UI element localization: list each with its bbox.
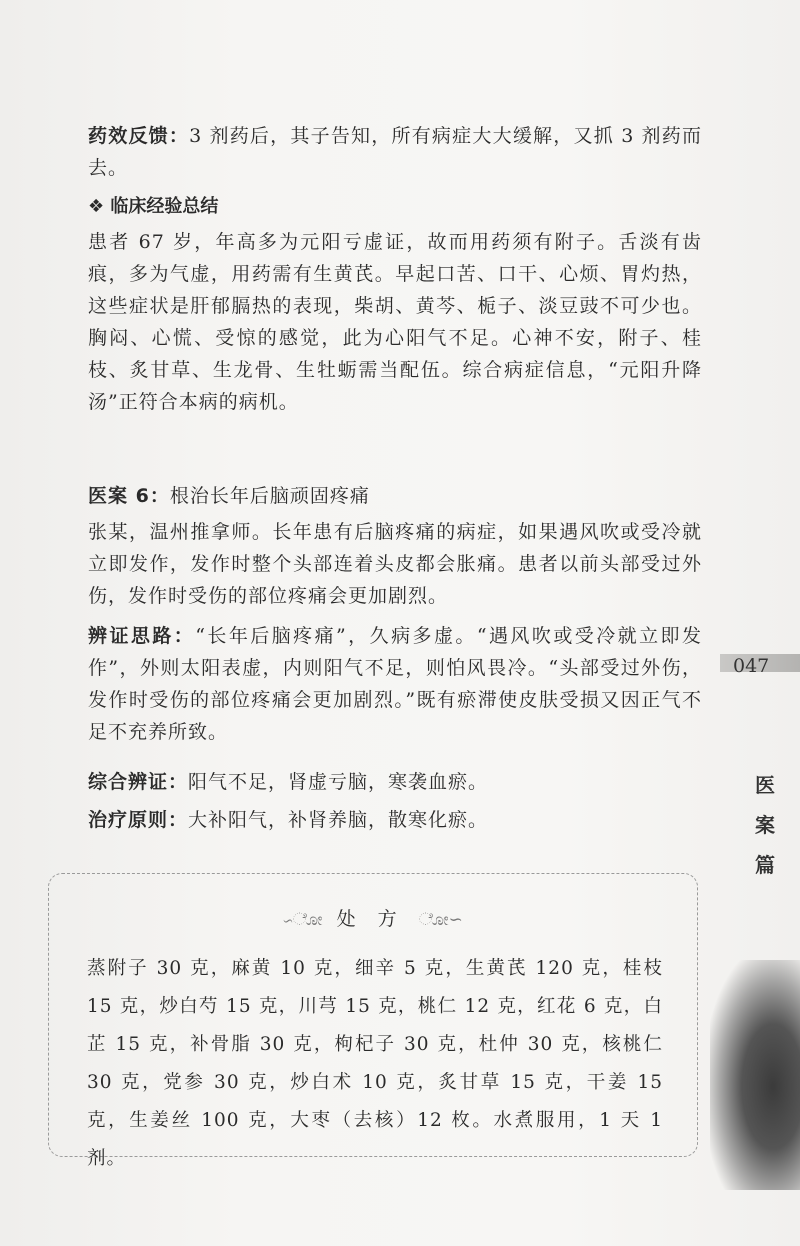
case-label: 医案 6： <box>88 485 170 507</box>
case-title: 根治长年后脑顽固疼痛 <box>169 485 370 507</box>
prescription-text: 蒸附子 30 克，麻黄 10 克，细辛 5 克，生黄芪 120 克，桂枝 15 克，炒白芍 15 克，川芎 15 克，桃仁 12 克，红花 6 克，白芷 15 克，补骨脂 30 克，枸杞子 30 克，杜仲 30 克，核桃仁 30 克，党参 30 克，炒白术 10 克，炙甘草 15 克，干姜 15 克，生姜丝 100 克，大枣（去核）12 枚。水煮服用，1 天 1 剂。 <box>87 958 663 1169</box>
analysis-paragraph <box>88 620 702 748</box>
summary-paragraph: 患者 67 岁，年高多为元阳亏虚证，故而用药须有附子。舌淡有齿痕，多为气虚，用药需有生黄芪。早起口苦、口干、心烦、胃灼热，这些症状是肝郁膈热的表现，柴胡、黄芩、栀子、淡豆豉不可少也。胸闷、心慌、受惊的感觉，此为心阳气不足。心神不安，附子、桂枝、炙甘草、生龙骨、生牡蛎需当配伍。综合病症信息，“元阳升降汤”正符合本病的病机。 <box>88 231 702 413</box>
diagnosis-text: 阳气不足，肾虚亏脑，寒袭血瘀。 <box>188 771 489 793</box>
principle-line <box>88 804 702 836</box>
ornament-right-icon: ೋ∽ <box>418 910 463 930</box>
case-heading <box>88 480 702 512</box>
principle-label: 治疗原则： <box>88 809 189 831</box>
diagnosis-line <box>88 766 702 798</box>
page-number: 047 <box>733 655 770 677</box>
analysis-label: 辨证思路： <box>88 625 196 647</box>
efficacy-feedback <box>88 120 702 184</box>
ornament-left-icon: ∽ೋ <box>283 910 323 930</box>
prescription-box <box>48 873 698 1169</box>
analysis-text: “长年后脑疼痛”，久病多虚。“遇风吹或受冷就立即发作”，外则太阳表虚，内则阳气不足，则怕风畏冷。“头部受过外伤，发作时受伤的部位疼痛会更加剧烈。”既有瘀滞使皮肤受损又因正气不足不充养所致。 <box>88 625 702 743</box>
prescription-title: 处 方 <box>336 908 405 930</box>
efficacy-text: 3 剂药后，其子告知，所有病症大大缓解，又抓 3 剂药而去。 <box>88 125 702 179</box>
summary-heading: ❖ 临床经验总结 <box>88 196 219 217</box>
principle-text: 大补阳气，补肾养脑，散寒化瘀。 <box>188 809 489 831</box>
prescription-title-row <box>49 904 697 931</box>
section-label: 医案篇 <box>755 773 775 877</box>
efficacy-label: 药效反馈： <box>88 125 190 147</box>
case-description: 张某，温州推拿师。长年患有后脑疼痛的病症，如果遇风吹或受冷就立即发作，发作时整个头部连着头皮都会胀痛。患者以前头部受过外伤，发作时受伤的部位疼痛会更加剧烈。 <box>88 521 702 607</box>
ink-wash-decoration <box>710 960 800 1190</box>
diagnosis-label: 综合辨证： <box>88 771 189 793</box>
